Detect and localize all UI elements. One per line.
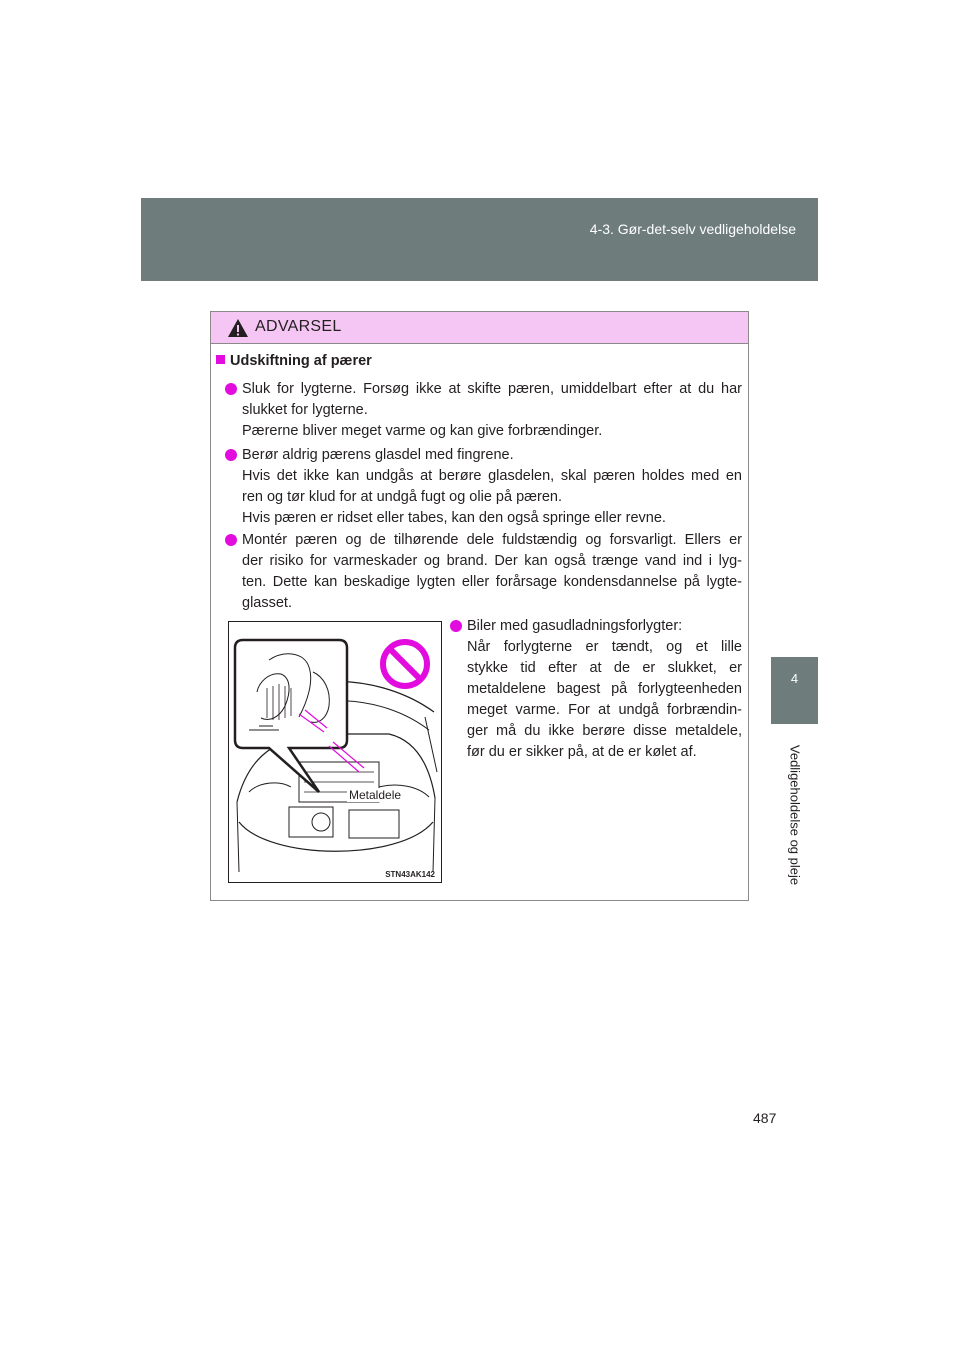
bullet-1 [225,379,742,442]
bullet-line: Sluk for lygterne. Forsøg ikke at skifte pæren, umiddelbart efter at du har [242,381,742,397]
figure-code: STN43AK142 [385,870,435,879]
bullet-line: Berør aldrig pærens glasdel med fingrene. [242,447,514,463]
bullet-line: stykke tid efter at de er slukket, er [467,660,742,676]
chapter-tab [771,657,818,724]
bullet-3 [225,530,742,614]
bullet-line: ger må du ikke berøre disse metaldele, [467,723,742,739]
bullet-line: slukket for lygterne. [242,402,368,418]
chapter-number: 4 [790,671,799,686]
engine-illustration [228,621,442,883]
bullet-dot-icon [225,534,237,546]
figure-label-metal: Metaldele [349,788,402,802]
section-title-header: 4-3. Gør-det-selv vedligeholdelse [589,221,796,237]
bullet-line: Biler med gasudladningsforlygter: [467,618,683,634]
bullet-dot-icon [225,449,237,461]
bullet-line: ren og tør klud for at undgå fugt og olie på pæren. [242,489,563,505]
bullet-2 [225,445,742,529]
subsection-title: Udskiftning af pærer [216,353,372,369]
header-band [141,198,818,281]
bullet-line: der risiko for varmeskader og brand. Der kan også trænge vand ind i lyg- [242,553,742,569]
chapter-label [770,730,820,900]
bullet-line: Montér pæren og de tilhørende dele fuldstændig og forsvarligt. Ellers er [242,532,742,548]
engine-bay-drawing [229,622,441,882]
bullet-dot-icon [450,620,462,632]
bullet-dot-icon [225,383,237,395]
bullet-line: Hvis det ikke kan undgås at berøre glasdelen, skal pæren holdes med en [242,468,742,484]
bullet-4 [460,616,742,763]
bullet-line: før du er sikker på, at de er kølet af. [467,744,697,760]
warning-title: ADVARSEL [255,318,342,335]
bullet-line: metaldelene bagest på forlygteenheden [467,681,742,697]
warning-header [211,312,748,344]
bullet-line: meget varme. For at undgå forbrændin- [467,702,742,718]
bullet-line: Pærerne bliver meget varme og kan give forbrændinger. [242,423,603,439]
page-number: 487 [753,1110,777,1126]
bullet-line: Når forlygterne er tændt, og et lille [467,639,742,655]
bullet-line: glasset. [242,595,292,611]
bullet-line: ten. Dette kan beskadige lygten eller forårsage kondensdannelse på lygte- [242,574,742,590]
warning-triangle-icon [227,318,249,338]
bullet-line: Hvis pæren er ridset eller tabes, kan den også springe eller revne. [242,510,666,526]
square-bullet-icon [216,355,225,364]
warning-box [210,311,749,901]
chapter-title: Vedligeholdelse og pleje [787,744,803,886]
